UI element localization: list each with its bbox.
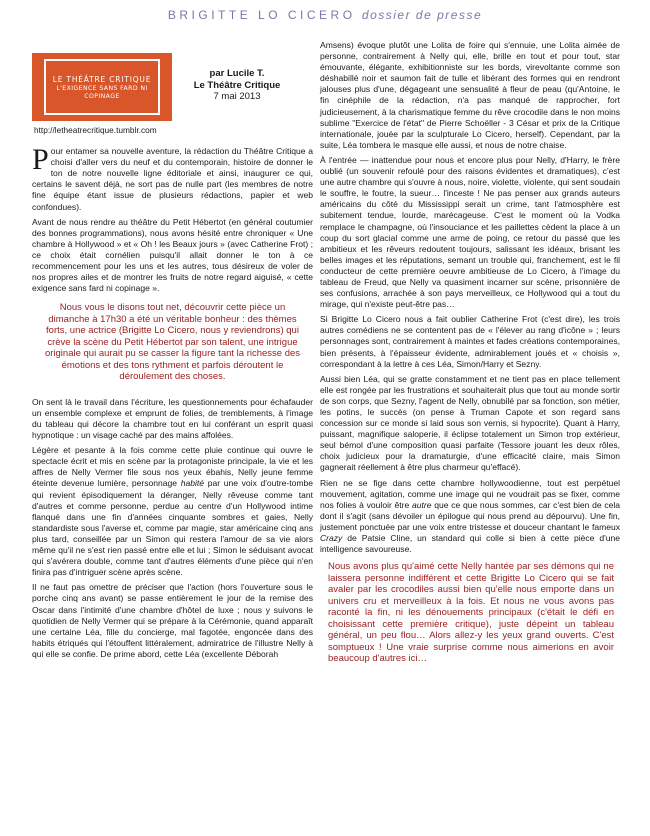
dropcap: P: [32, 143, 49, 177]
header-subtitle: dossier de presse: [361, 8, 483, 22]
byline-date: 7 mai 2013: [213, 91, 261, 103]
closing-pull-quote: Nous avons plus qu'aimé cette Nelly hantée par ses démons qui ne laissera personne indifférent et cette Brigitte Lo Cicero qui se fait avaler par les crocodiles aussi bien qu'elle nous emporte dans un univers cru et merveilleux à la fois. Et nous ne vous avons pas raconté la fin, ni les dénouements principaux (c'était le défi en choisissant cette première critique), juste dépeint un tableau général, un peu flou… Alors allez-y les yeux grand ouverts. C'est somptueux ! Une vraie surprise comme nous aimerions en avoir beaucoup d'autres ici…: [328, 561, 614, 665]
logo-tagline-2: COPINAGE: [84, 92, 120, 100]
right-column: [320, 40, 620, 665]
paragraph: Il ne faut pas omettre de préciser que l'action (hors l'ouverture sous le porche cinq ans avant) se passe entièrement le jour de la remise des Oscar dans l'intimité d'une chambre d'hôtel de luxe ; nous y suivons le quotidien de Nelly Vermer qui se prépare à la Cérémonie, quand apparaît une certaine Léa, fille du concierge, mal fagotée, engoncée dans des habits étriqués qui l'étouffent littéralement, admiratrice de l'illustre Nelly à qui elle se confie. De prime abord, cette Léa (excellente Déborah: [32, 582, 313, 659]
byline: [182, 68, 292, 103]
header-artist-name: BRIGITTE LO CICERO: [167, 8, 356, 22]
pull-quote: Nous vous le disons tout net, découvrir cette pièce un dimanche à 17h30 a été un véritable bonheur : des thèmes forts, une actrice (Brigitte Lo Cicero, nous y reviendrons) qui crève la scène du Petit Hébertot par son talent, une intrigue originale qui aurait pu se casser la figure tant la richesse des émotions et des tons rythment et parfois déroutent le déroulement des choses.: [44, 302, 301, 383]
paragraph: Rien ne se fige dans cette chambre hollywoodienne, tout est perpétuel mouvement, agitation, comme une image qui ne voudrait pas se fixer, comme nos folies à vouloir être autre que ce que nous sommes, car c'est bien de cela dont il s'agit (sans dévoiler un épilogue qui nous prend au dépourvu). Une fin, justement ponctuée par une voix entre tristesse et douceur chantant le fameux Crazy de Patsie Cline, un standard qui colle si bien à cette pièce d'une intelligence savoureuse.: [320, 477, 620, 555]
left-column: [32, 40, 313, 664]
paragraph: À l'entrée — inattendue pour nous et encore plus pour Nelly, d'Harry, le frère oublié (un souvenir refoulé pour des raisons évidentes et dramatiques), c'est une autre chambre qui s'ouvre à nous, noire, violette, violente, qui sent soudain le souffre, le foutre, la sueur… l'inceste ! Ne pas penser aux grands auteurs américains du côté du Mississippi serait un crime, tant l'atmosphère est subitement tendue, lourde, marécageuse. C'est le moment où la Vodka remplace le champagne, où l'insouciance et les paillettes cèdent la place à un coup du sort glacial comme une arme de poing, ce retour du passé que les ambitieux et les rêveurs redoutent toujours, salissant les idéaux, brisant les belles images et les réputations, semant un trouble qui, franchement, est le fil conducteur de cette première oeuvre ambitieuse de Lo Cicero, à l'image du tableau de Freud, que Nelly va quasiment incarner sur scène, prisonnière de ses confusions, arrachée à son pays merveilleux, ce Hollywood qui a tout du mirage, qui n'existe peut-être pas…: [320, 154, 621, 310]
paragraph: Légère et pesante à la fois comme cette pluie continue qui ouvre le spectacle écrit et mis en scène par la protagoniste principale, la vie et les affres de Nelly Vermer file sous nos yeux ébahis, Nelly jeune femme éteinte devenue lumière, personnage habité par une voix d'outre-tombe qui revient épisodiquement la déranger, Nelly rêveuse comme tant d'autres et comme personne, perdue au centre d'un Hollywood intime flanqué dans une fin d'années cinquante sombres et gaies, Nelly standardiste sous l'averse et, comme par magie, star américaine cinq ans plus tard, conseillée par un Simon qui restera l'amour de sa vie alors même qu'il ne s'est rien passé entre elle et lui ; Simon le séduisant avocat qui s'avérera double, comme tant d'autres éléments d'une pièce qui n'en finira pas d'intriguer scène après scène.: [32, 445, 314, 578]
logo-title: LE THÉÂTRE CRITIQUE: [52, 74, 152, 84]
paragraph: On sent là le travail dans l'écriture, les questionnements pour échafauder un ensemble complexe et emprunt de folies, de tremblements, à l'image du tableau qui décore la chambre tout en lui conférant un esprit quasi hypnotique : un visage caché par des mains affolées.: [32, 396, 313, 441]
paragraph: Avant de nous rendre au théâtre du Petit Hébertot (en général coutumier des bonnes programmations), nous avons hésité entre chroniquer « Une chambre à Hollywood » et « Oh ! les Beaux jours » (avec Catherine Frot) ; ce choix était cornélien puisqu'il allait donner le ton à ce recommencement pour les uns et les autres, tous désireux de voler de nos propres ailes et de montrer les fruits de notre regard aiguisé, « cette exigence sans fard ni copinage ».: [32, 216, 313, 294]
article-masthead: [32, 53, 313, 123]
source-url: http://letheatrecritique.tumblr.com: [34, 125, 157, 135]
logo-tagline-1: L'EXIGENCE SANS FARD NI: [56, 85, 148, 93]
paragraph: Aussi bien Léa, qui se gratte constamment et ne tient pas en place tellement elle est rongée par les frustrations et souhaiterait plus que tout au monde sortir de son corps, que Sezny, l'agent de Nelly, obnubilé par sa fonction, son métier, les potins, le succès (on pense à Truman Capote et son regard sans concession sur ce monde si laid sous son vernis, si hypocrite). Quant à Harry, puissant, magnifique saloperie, il éclipse totalement un Simon trop extérieur, seul bémol d'une composition quasi parfaite (Tessore jouant les deux rôles, choix judicieux pour la dramaturgie, d'une efficacité claire, mais Simon gagnerait réellement à être plus charmeur qu'effacé).: [320, 373, 620, 473]
paragraph: Pour entamer sa nouvelle aventure, la rédaction du Théâtre Critique a choisi d'aller vers du neuf et du contemporain, histoire de donner le ton de notre nouvelle ligne éditoriale et ainsi, inaugurer ce qui, certains le savent déjà, ne sort pas de nulle part (les membres de notre fine équipe étant issue de plusieurs rédactions, papier et web confondues).: [32, 143, 313, 212]
theatre-critique-logo: [32, 53, 172, 121]
byline-author: par Lucile T.: [209, 68, 265, 79]
paragraph: Amsens) évoque plutôt une Lolita de foire qui s'ennuie, une Lolita aimée de personne, contrairement à Nelly qui, elle, brille en tout et pour tout, star émouvante, élégante, exhibitionniste sur les bords, virevoltante comme son déshabillé noir et saumon fait de tulle et libérant des formes qui en rendront jalouses plus d'une, dégageant une sensualité à fleur de peau (qu'Antoine, le fin cinéphile de la rédaction, n'a pas manqué de rapprocher, fort judicieusement, à la charismatique femme du rêve crocodile dans le non moins sublime "Exercice de l'état" de Pierre Schoëller - 3 César et prix de la Critique internationale, jouée par la sculpturale Lo Cicero, herself). Cependant, par la suite, Léa tombera le masque elle aussi, et nous de notre chaise.: [320, 40, 620, 150]
press-kit-header: [0, 8, 650, 22]
byline-publication: Le Théâtre Critique: [193, 79, 281, 91]
paragraph: Si Brigitte Lo Cicero nous a fait oublier Catherine Frot (c'est dire), les trois autres comédiens ne se contentent pas de « l'élever au rang d'icône » ; leurs personnages sont, contrairement à maintes et fades créations contemporaines, bien présents, à l'épaisseur évidente, admirablement joués et « choisis », correspondant à la lettre à ces Léa, Simon/Harry et Sezny.: [320, 314, 620, 369]
